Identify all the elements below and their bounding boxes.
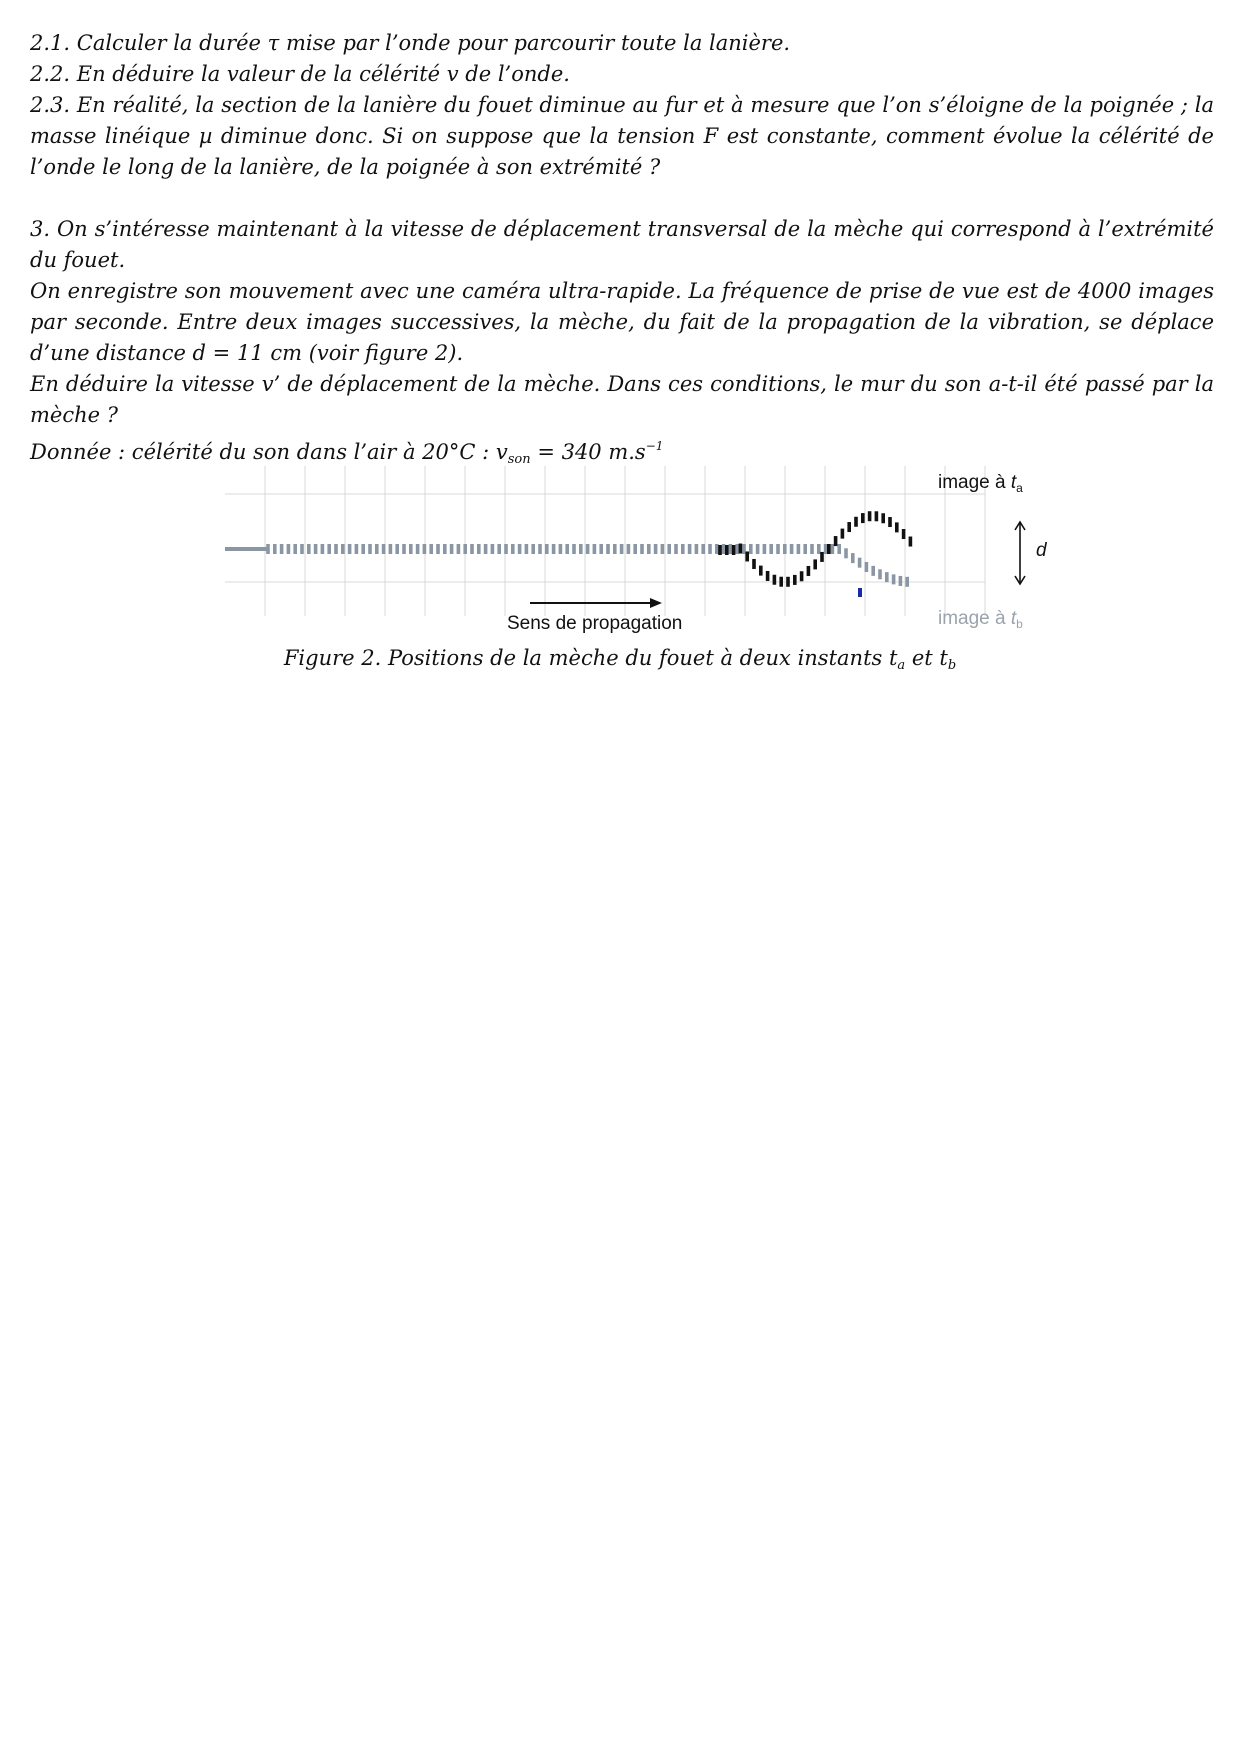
- mark-tb: [593, 544, 597, 554]
- mark-tb: [905, 577, 909, 587]
- mark-ta: [820, 552, 824, 562]
- mark-ta: [745, 551, 749, 561]
- spacer: [30, 183, 1214, 214]
- figure-caption: [0, 646, 1240, 673]
- mark-tb: [871, 566, 875, 576]
- wave-diagram: [220, 466, 1060, 642]
- caption-sub-a: a: [897, 658, 906, 673]
- caption-prefix: Figure 2. Positions de la mèche du fouet à deux instants t: [283, 646, 898, 670]
- mark-tb: [429, 544, 433, 554]
- mark-tb: [797, 544, 801, 554]
- mark-tb: [436, 544, 440, 554]
- mark-tb: [803, 544, 807, 554]
- mark-ta: [861, 513, 865, 523]
- mark-tb: [287, 544, 291, 554]
- mark-tb: [633, 544, 637, 554]
- mark-ta: [800, 571, 804, 581]
- highlight-mark: [858, 588, 862, 597]
- mark-tb: [389, 544, 393, 554]
- mark-tb: [579, 544, 583, 554]
- donnee-value: = 340 m.s: [530, 440, 646, 464]
- mark-tb: [858, 558, 862, 568]
- mark-tb: [722, 544, 726, 554]
- mark-tb: [729, 544, 733, 554]
- mark-tb: [708, 544, 712, 554]
- mark-tb: [409, 544, 413, 554]
- mark-tb: [545, 544, 549, 554]
- mark-tb: [837, 544, 841, 554]
- mark-tb: [654, 544, 658, 554]
- mark-tb: [402, 544, 406, 554]
- mark-tb: [899, 576, 903, 586]
- question-2-1: 2.1. Calculer la durée τ mise par l’onde pour parcourir toute la lanière.: [30, 31, 791, 55]
- mark-ta: [868, 511, 872, 521]
- mark-tb: [470, 544, 474, 554]
- mark-tb: [688, 544, 692, 554]
- mark-tb: [531, 544, 535, 554]
- mark-tb: [511, 544, 515, 554]
- mark-ta: [854, 517, 858, 527]
- mark-tb: [763, 544, 767, 554]
- mark-ta: [759, 566, 763, 576]
- mark-tb: [572, 544, 576, 554]
- mark-tb: [341, 544, 345, 554]
- mark-tb: [361, 544, 365, 554]
- mark-tb: [321, 544, 325, 554]
- mark-ta: [847, 522, 851, 532]
- mark-ta: [725, 545, 729, 555]
- mark-tb: [327, 544, 331, 554]
- mark-tb: [273, 544, 277, 554]
- mark-ta: [909, 537, 913, 547]
- mark-tb: [742, 544, 746, 554]
- mark-tb: [463, 544, 467, 554]
- label-d: d: [1036, 540, 1047, 561]
- grid: [225, 466, 985, 616]
- mark-tb: [640, 544, 644, 554]
- mark-ta: [779, 577, 783, 587]
- mark-tb: [300, 544, 304, 554]
- mark-tb: [776, 544, 780, 554]
- mark-tb: [790, 544, 794, 554]
- mark-ta: [793, 575, 797, 585]
- mark-tb: [878, 569, 882, 579]
- mark-tb: [810, 544, 814, 554]
- mark-tb: [715, 544, 719, 554]
- mark-tb: [620, 544, 624, 554]
- mark-tb: [450, 544, 454, 554]
- mark-ta: [739, 544, 743, 554]
- mark-tb: [375, 544, 379, 554]
- mark-tb: [831, 544, 835, 554]
- mark-tb: [674, 544, 678, 554]
- mark-tb: [667, 544, 671, 554]
- positions-ta: [718, 511, 912, 587]
- mark-tb: [280, 544, 284, 554]
- mark-ta: [875, 511, 879, 521]
- mark-tb: [769, 544, 773, 554]
- mark-ta: [786, 577, 790, 587]
- mark-tb: [334, 544, 338, 554]
- mark-tb: [735, 544, 739, 554]
- mark-ta: [773, 575, 777, 585]
- question-3-camera: On enregistre son mouvement avec une caméra ultra-rapide. La fréquence de prise de vue est de 4000 images par seconde. Entre deux images successives, la mèche, du fait de la propagation de la vibration, se déplace d’une distance d = 11 cm (voir figure 2).: [30, 279, 1214, 365]
- mark-ta: [752, 559, 756, 569]
- mark-tb: [552, 544, 556, 554]
- mark-tb: [538, 544, 542, 554]
- mark-tb: [749, 544, 753, 554]
- mark-tb: [266, 544, 270, 554]
- mark-tb: [368, 544, 372, 554]
- mark-tb: [586, 544, 590, 554]
- mark-ta: [834, 536, 838, 546]
- mark-tb: [606, 544, 610, 554]
- mark-tb: [885, 572, 889, 582]
- exercise-text: [30, 28, 1214, 475]
- mark-tb: [661, 544, 665, 554]
- propagation-label: Sens de propagation: [507, 613, 683, 634]
- mark-tb: [348, 544, 352, 554]
- mark-tb: [565, 544, 569, 554]
- mark-ta: [718, 545, 722, 555]
- mark-tb: [599, 544, 603, 554]
- mark-ta: [813, 559, 817, 569]
- mark-tb: [783, 544, 787, 554]
- mark-tb: [504, 544, 508, 554]
- mark-tb: [491, 544, 495, 554]
- mark-ta: [827, 544, 831, 554]
- question-3-question: En déduire la vitesse v’ de déplacement de la mèche. Dans ces conditions, le mur du son a-t-il été passé par la mèche ?: [30, 372, 1214, 427]
- mark-tb: [701, 544, 705, 554]
- caption-sub-b: b: [947, 658, 957, 673]
- question-2-3: 2.3. En réalité, la section de la lanière du fouet diminue au fur et à mesure que l’on s’éloigne de la poignée ; la masse linéique µ diminue donc. Si on suppose que la tension F est constante, comment évolue la célérité de l’onde le long de la lanière, de la poignée à son extrémité ?: [30, 93, 1214, 179]
- donnee-prefix: Donnée : célérité du son dans l’air à 20°C : v: [30, 440, 508, 464]
- mark-tb: [395, 544, 399, 554]
- label-image-tb: image à $t_b$: [938, 608, 1023, 631]
- mark-ta: [766, 571, 770, 581]
- mark-ta: [888, 517, 892, 527]
- mark-tb: [497, 544, 501, 554]
- mark-tb: [844, 548, 848, 558]
- question-2-2: 2.2. En déduire la valeur de la célérité v de l’onde.: [30, 62, 570, 86]
- mark-tb: [293, 544, 297, 554]
- mark-tb: [307, 544, 311, 554]
- donnee-superscript: −1: [645, 439, 664, 453]
- mark-tb: [627, 544, 631, 554]
- mark-tb: [443, 544, 447, 554]
- mark-tb: [525, 544, 529, 554]
- caption-middle: et t: [905, 646, 948, 670]
- mark-tb: [613, 544, 617, 554]
- mark-ta: [807, 566, 811, 576]
- mark-tb: [477, 544, 481, 554]
- propagation-arrow-head: [650, 598, 662, 608]
- donnee-subscript: son: [507, 452, 531, 467]
- figure-2: [220, 466, 1060, 642]
- mark-tb: [865, 562, 869, 572]
- mark-tb: [824, 544, 828, 554]
- mark-tb: [647, 544, 651, 554]
- mark-tb: [355, 544, 359, 554]
- question-3-intro: 3. On s’intéresse maintenant à la vitesse de déplacement transversal de la mèche qui correspond à l’extrémité du fouet.: [30, 217, 1214, 272]
- mark-tb: [681, 544, 685, 554]
- mark-tb: [457, 544, 461, 554]
- mark-ta: [841, 529, 845, 539]
- mark-tb: [518, 544, 522, 554]
- mark-ta: [902, 529, 906, 539]
- mark-tb: [695, 544, 699, 554]
- mark-tb: [416, 544, 420, 554]
- mark-ta: [895, 522, 899, 532]
- mark-tb: [423, 544, 427, 554]
- label-image-ta: image à $t_a$: [938, 472, 1023, 495]
- mark-ta: [881, 513, 885, 523]
- positions-tb: [266, 544, 909, 587]
- mark-tb: [756, 544, 760, 554]
- mark-tb: [484, 544, 488, 554]
- mark-tb: [382, 544, 386, 554]
- mark-tb: [892, 574, 896, 584]
- mark-ta: [732, 545, 736, 555]
- mark-tb: [314, 544, 318, 554]
- mark-tb: [851, 553, 855, 563]
- mark-tb: [817, 544, 821, 554]
- mark-tb: [559, 544, 563, 554]
